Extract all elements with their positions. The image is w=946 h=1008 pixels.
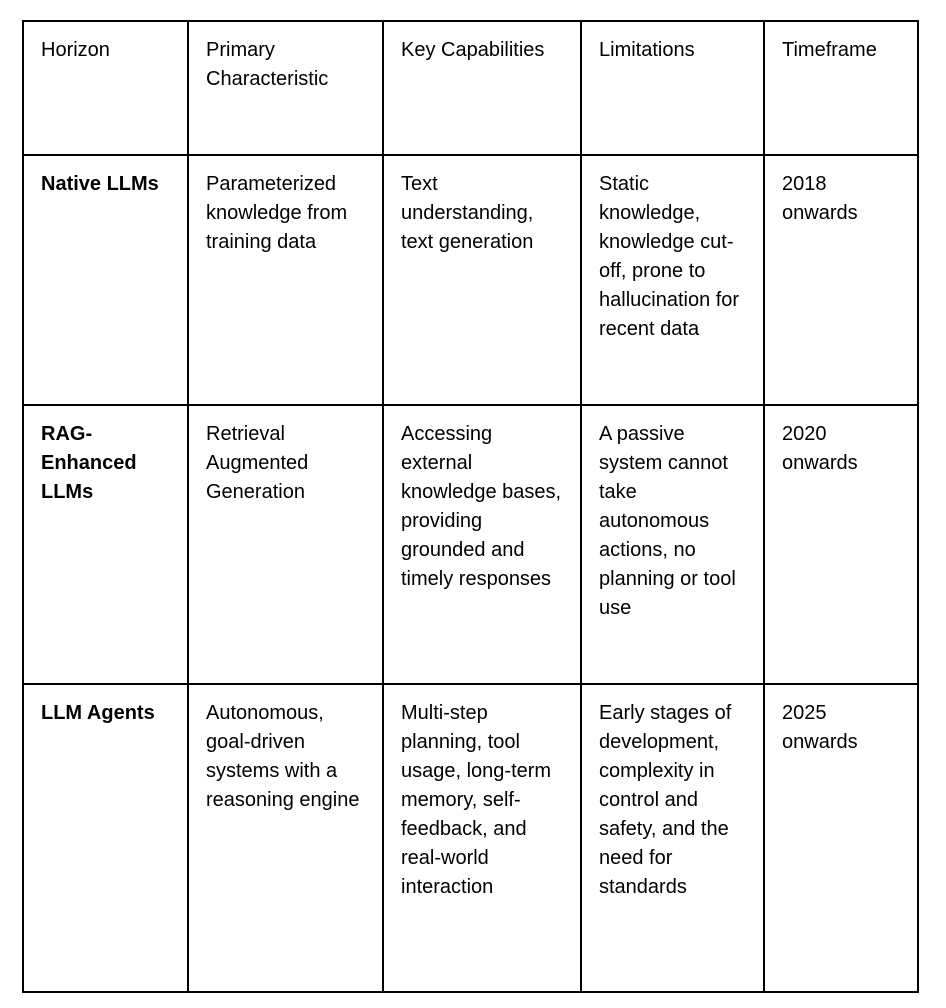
header-horizon: Horizon	[23, 21, 188, 155]
primary-characteristic-cell: Parameterized knowledge from training data	[188, 155, 383, 405]
timeframe-cell: 2020 onwards	[764, 405, 918, 684]
key-capabilities-cell: Accessing external knowledge bases, providing grounded and timely responses	[383, 405, 581, 684]
key-capabilities-cell: Text understanding, text generation	[383, 155, 581, 405]
limitations-cell: Static knowledge, knowledge cut-off, prone to hallucination for recent data	[581, 155, 764, 405]
table-row	[23, 405, 918, 684]
limitations-cell: A passive system cannot take autonomous actions, no planning or tool use	[581, 405, 764, 684]
horizon-cell: LLM Agents	[23, 684, 188, 992]
timeframe-cell: 2018 onwards	[764, 155, 918, 405]
comparison-table	[22, 20, 919, 993]
header-primary-characteristic: Primary Characteristic	[188, 21, 383, 155]
table-row	[23, 684, 918, 992]
timeframe-cell: 2025 onwards	[764, 684, 918, 992]
primary-characteristic-cell: Autonomous, goal-driven systems with a reasoning engine	[188, 684, 383, 992]
table-row	[23, 155, 918, 405]
key-capabilities-cell: Multi-step planning, tool usage, long-term memory, self-feedback, and real-world interaction	[383, 684, 581, 992]
limitations-cell: Early stages of development, complexity in control and safety, and the need for standards	[581, 684, 764, 992]
header-limitations: Limitations	[581, 21, 764, 155]
primary-characteristic-cell: Retrieval Augmented Generation	[188, 405, 383, 684]
table-header-row	[23, 21, 918, 155]
header-key-capabilities: Key Capabilities	[383, 21, 581, 155]
header-timeframe: Timeframe	[764, 21, 918, 155]
horizon-cell: Native LLMs	[23, 155, 188, 405]
horizon-cell: RAG-Enhanced LLMs	[23, 405, 188, 684]
